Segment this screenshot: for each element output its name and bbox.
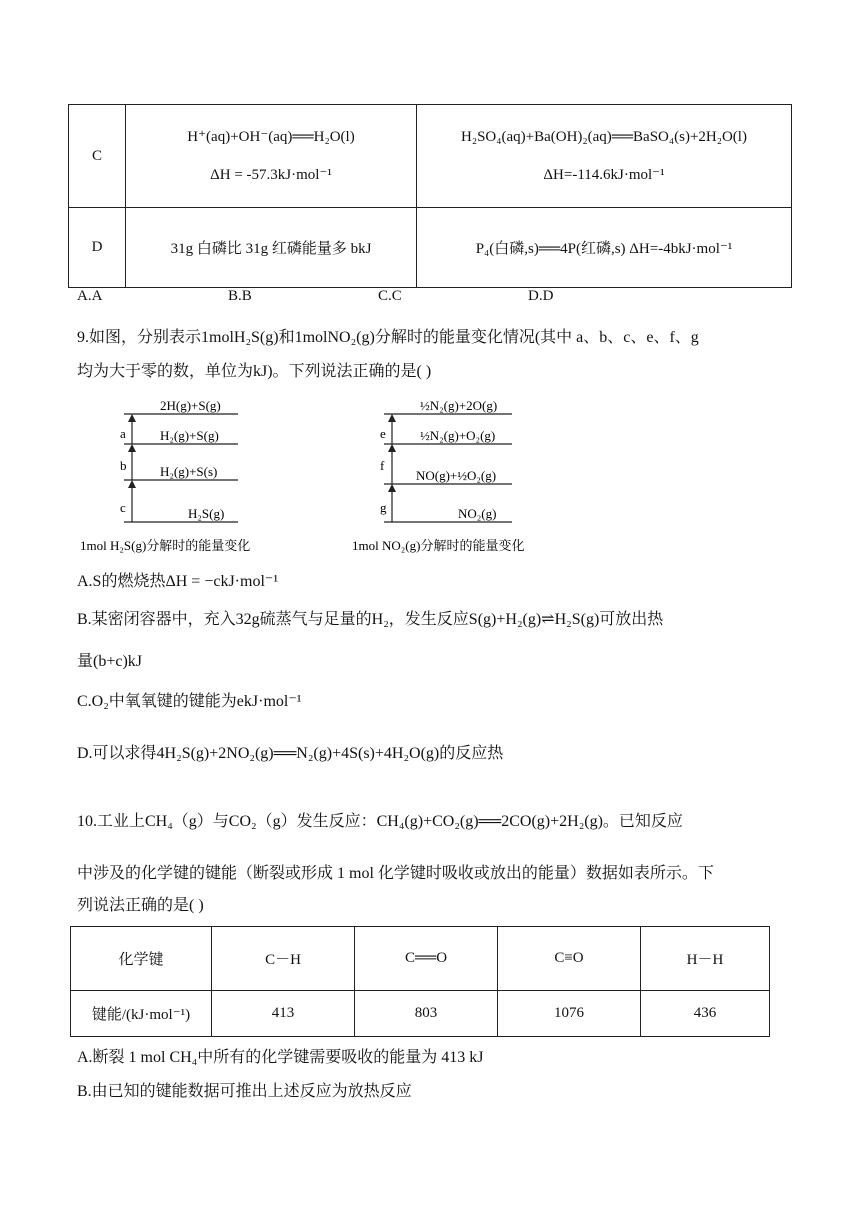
h2s-energy-diagram (76, 390, 336, 560)
q10-stem-line3: 列说法正确的是( ) (77, 897, 204, 914)
q10-stem-line2: 中涉及的化学键的键能（断裂或形成 1 mol 化学键时吸收或放出的能量）数据如表所示。下 (77, 865, 714, 882)
level-label: H₂S(g) (188, 506, 225, 521)
option-d[interactable]: D.D (528, 288, 554, 304)
cell-right: P₄(白磷,s)══4P(红磷,s) ΔH=-4bkJ·mol⁻¹ (417, 208, 792, 288)
header-cell: C══O (355, 927, 498, 991)
header-cell: H－H (641, 927, 770, 991)
option-c[interactable]: C.C (378, 288, 402, 304)
options-table (68, 104, 792, 288)
table-row (69, 208, 792, 288)
level-label: ½N₂(g)+2O(g) (420, 398, 498, 413)
q9-stem-line2: 均为大于零的数，单位为kJ)。下列说法正确的是( ) (77, 363, 432, 380)
equation: H⁺(aq)+OH⁻(aq)══H₂O(l) (187, 129, 355, 145)
bond-energy-table (70, 926, 770, 1037)
level-label: 2H(g)+S(g) (160, 398, 221, 413)
arrow-label: c (120, 500, 126, 515)
q9-option-b-line1[interactable]: B.某密闭容器中，充入32g硫蒸气与足量的H₂，发生反应S(g)+H₂(g)⇌H₂S(g)可放出热 (77, 611, 664, 628)
option-b[interactable]: B.B (228, 288, 252, 304)
arrow-label: e (380, 426, 386, 441)
q10-option-a[interactable]: A.断裂 1 mol CH₄中所有的化学键需要吸收的能量为 413 kJ (77, 1049, 484, 1066)
value-cell: 803 (355, 991, 498, 1037)
level-label: H₂(g)+S(s) (160, 464, 218, 479)
q9-stem-line1: 9.如图，分别表示1molH₂S(g)和1molNO₂(g)分解时的能量变化情况(其中 a、b、c、e、f、g (77, 329, 699, 346)
arrow-label: g (380, 500, 387, 515)
arrow-label: b (120, 458, 127, 473)
q9-option-b-line2: 量(b+c)kJ (77, 653, 143, 670)
q10-stem-line1: 10.工业上CH₄（g）与CO₂（g）发生反应：CH₄(g)+CO₂(g)══2CO(g)+2H₂(g)。已知反应 (77, 813, 683, 830)
row-label: D (69, 208, 126, 288)
header-cell: 化学键 (71, 927, 212, 991)
table-row (71, 991, 770, 1037)
q9-option-a[interactable]: A.S的燃烧热ΔH = −ckJ·mol⁻¹ (77, 573, 279, 590)
level-label: NO(g)+½O₂(g) (416, 468, 497, 483)
option-a[interactable]: A.A (77, 288, 103, 304)
enthalpy: ΔH = -57.3kJ·mol⁻¹ (210, 167, 332, 183)
level-label: ½N₂(g)+O₂(g) (420, 428, 496, 443)
level-label: NO₂(g) (458, 506, 497, 521)
diagram-caption: 1mol NO₂(g)分解时的能量变化 (352, 538, 525, 553)
table-header-row (71, 927, 770, 991)
diagram-caption: 1mol H₂S(g)分解时的能量变化 (80, 538, 251, 553)
table-row (69, 105, 792, 208)
enthalpy: ΔH=-114.6kJ·mol⁻¹ (543, 167, 665, 183)
cell-right (417, 105, 792, 208)
header-cell: C≡O (498, 927, 641, 991)
value-cell: 1076 (498, 991, 641, 1037)
level-label: H₂(g)+S(g) (160, 428, 219, 443)
row-label: 键能/(kJ·mol⁻¹) (71, 991, 212, 1037)
arrow-label: f (380, 458, 385, 473)
equation: H₂SO₄(aq)+Ba(OH)₂(aq)══BaSO₄(s)+2H₂O(l) (461, 129, 747, 145)
q10-option-b[interactable]: B.由已知的键能数据可推出上述反应为放热反应 (77, 1083, 412, 1100)
value-cell: 436 (641, 991, 770, 1037)
q9-option-d[interactable]: D.可以求得4H₂S(g)+2NO₂(g)══N₂(g)+4S(s)+4H₂O(g)的反应热 (77, 745, 504, 762)
header-cell: C－H (212, 927, 355, 991)
value-cell: 413 (212, 991, 355, 1037)
q9-option-c[interactable]: C.O₂中氧氧键的键能为ekJ·mol⁻¹ (77, 693, 302, 710)
row-label: C (69, 105, 126, 208)
no2-energy-diagram (350, 390, 580, 560)
cell-left (126, 105, 417, 208)
cell-left: 31g 白磷比 31g 红磷能量多 bkJ (126, 208, 417, 288)
arrow-label: a (120, 426, 126, 441)
